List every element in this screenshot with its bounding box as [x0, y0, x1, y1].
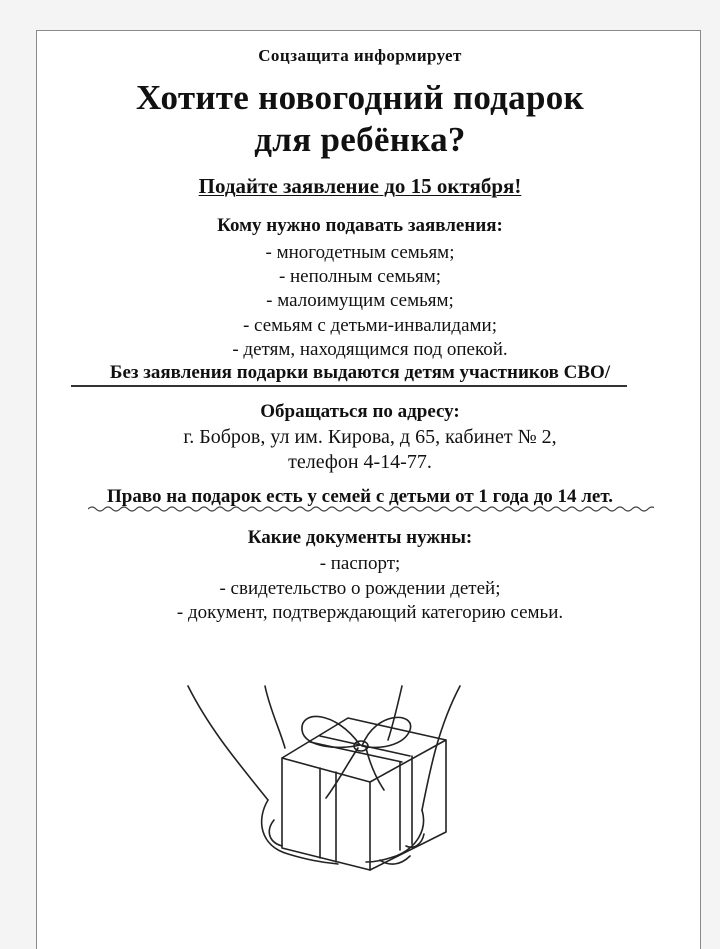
who-item: - малоимущим семьям; [266, 290, 454, 311]
title-line-2: для ребёнка? [254, 120, 466, 159]
who-item: - детям, находящимся под опекой. [232, 339, 508, 360]
hands-holding-gift-icon [170, 670, 480, 880]
org-line: Соцзащита информирует [258, 46, 462, 65]
docs-item: - свидетельство о рождении детей; [219, 578, 501, 599]
eligibility-wavy-underline [88, 505, 654, 513]
svo-note: Без заявления подарки выдаются детям участников СВО/ [109, 362, 611, 383]
svo-underline [71, 385, 627, 387]
phone-line: телефон 4-14-77. [288, 451, 432, 473]
address-heading: Обращаться по адресу: [260, 401, 460, 422]
deadline-text: Подайте заявление до 15 октября! [198, 174, 522, 198]
docs-heading: Какие документы нужны: [247, 527, 473, 548]
docs-item: - документ, подтверждающий категорию семьи. [176, 602, 564, 623]
who-heading: Кому нужно подавать заявления: [217, 215, 503, 236]
title-line-1: Хотите новогодний подарок [136, 78, 584, 117]
docs-item: - паспорт; [319, 553, 401, 574]
eligibility-text: Право на подарок есть у семей с детьми от 1 года до 14 лет. [106, 486, 613, 507]
address-line: г. Бобров, ул им. Кирова, д 65, кабинет № 2, [183, 426, 557, 448]
who-item: - многодетным семьям; [265, 242, 455, 263]
who-item: - семьям с детьми-инвалидами; [242, 315, 498, 336]
who-item: - неполным семьям; [278, 266, 442, 287]
